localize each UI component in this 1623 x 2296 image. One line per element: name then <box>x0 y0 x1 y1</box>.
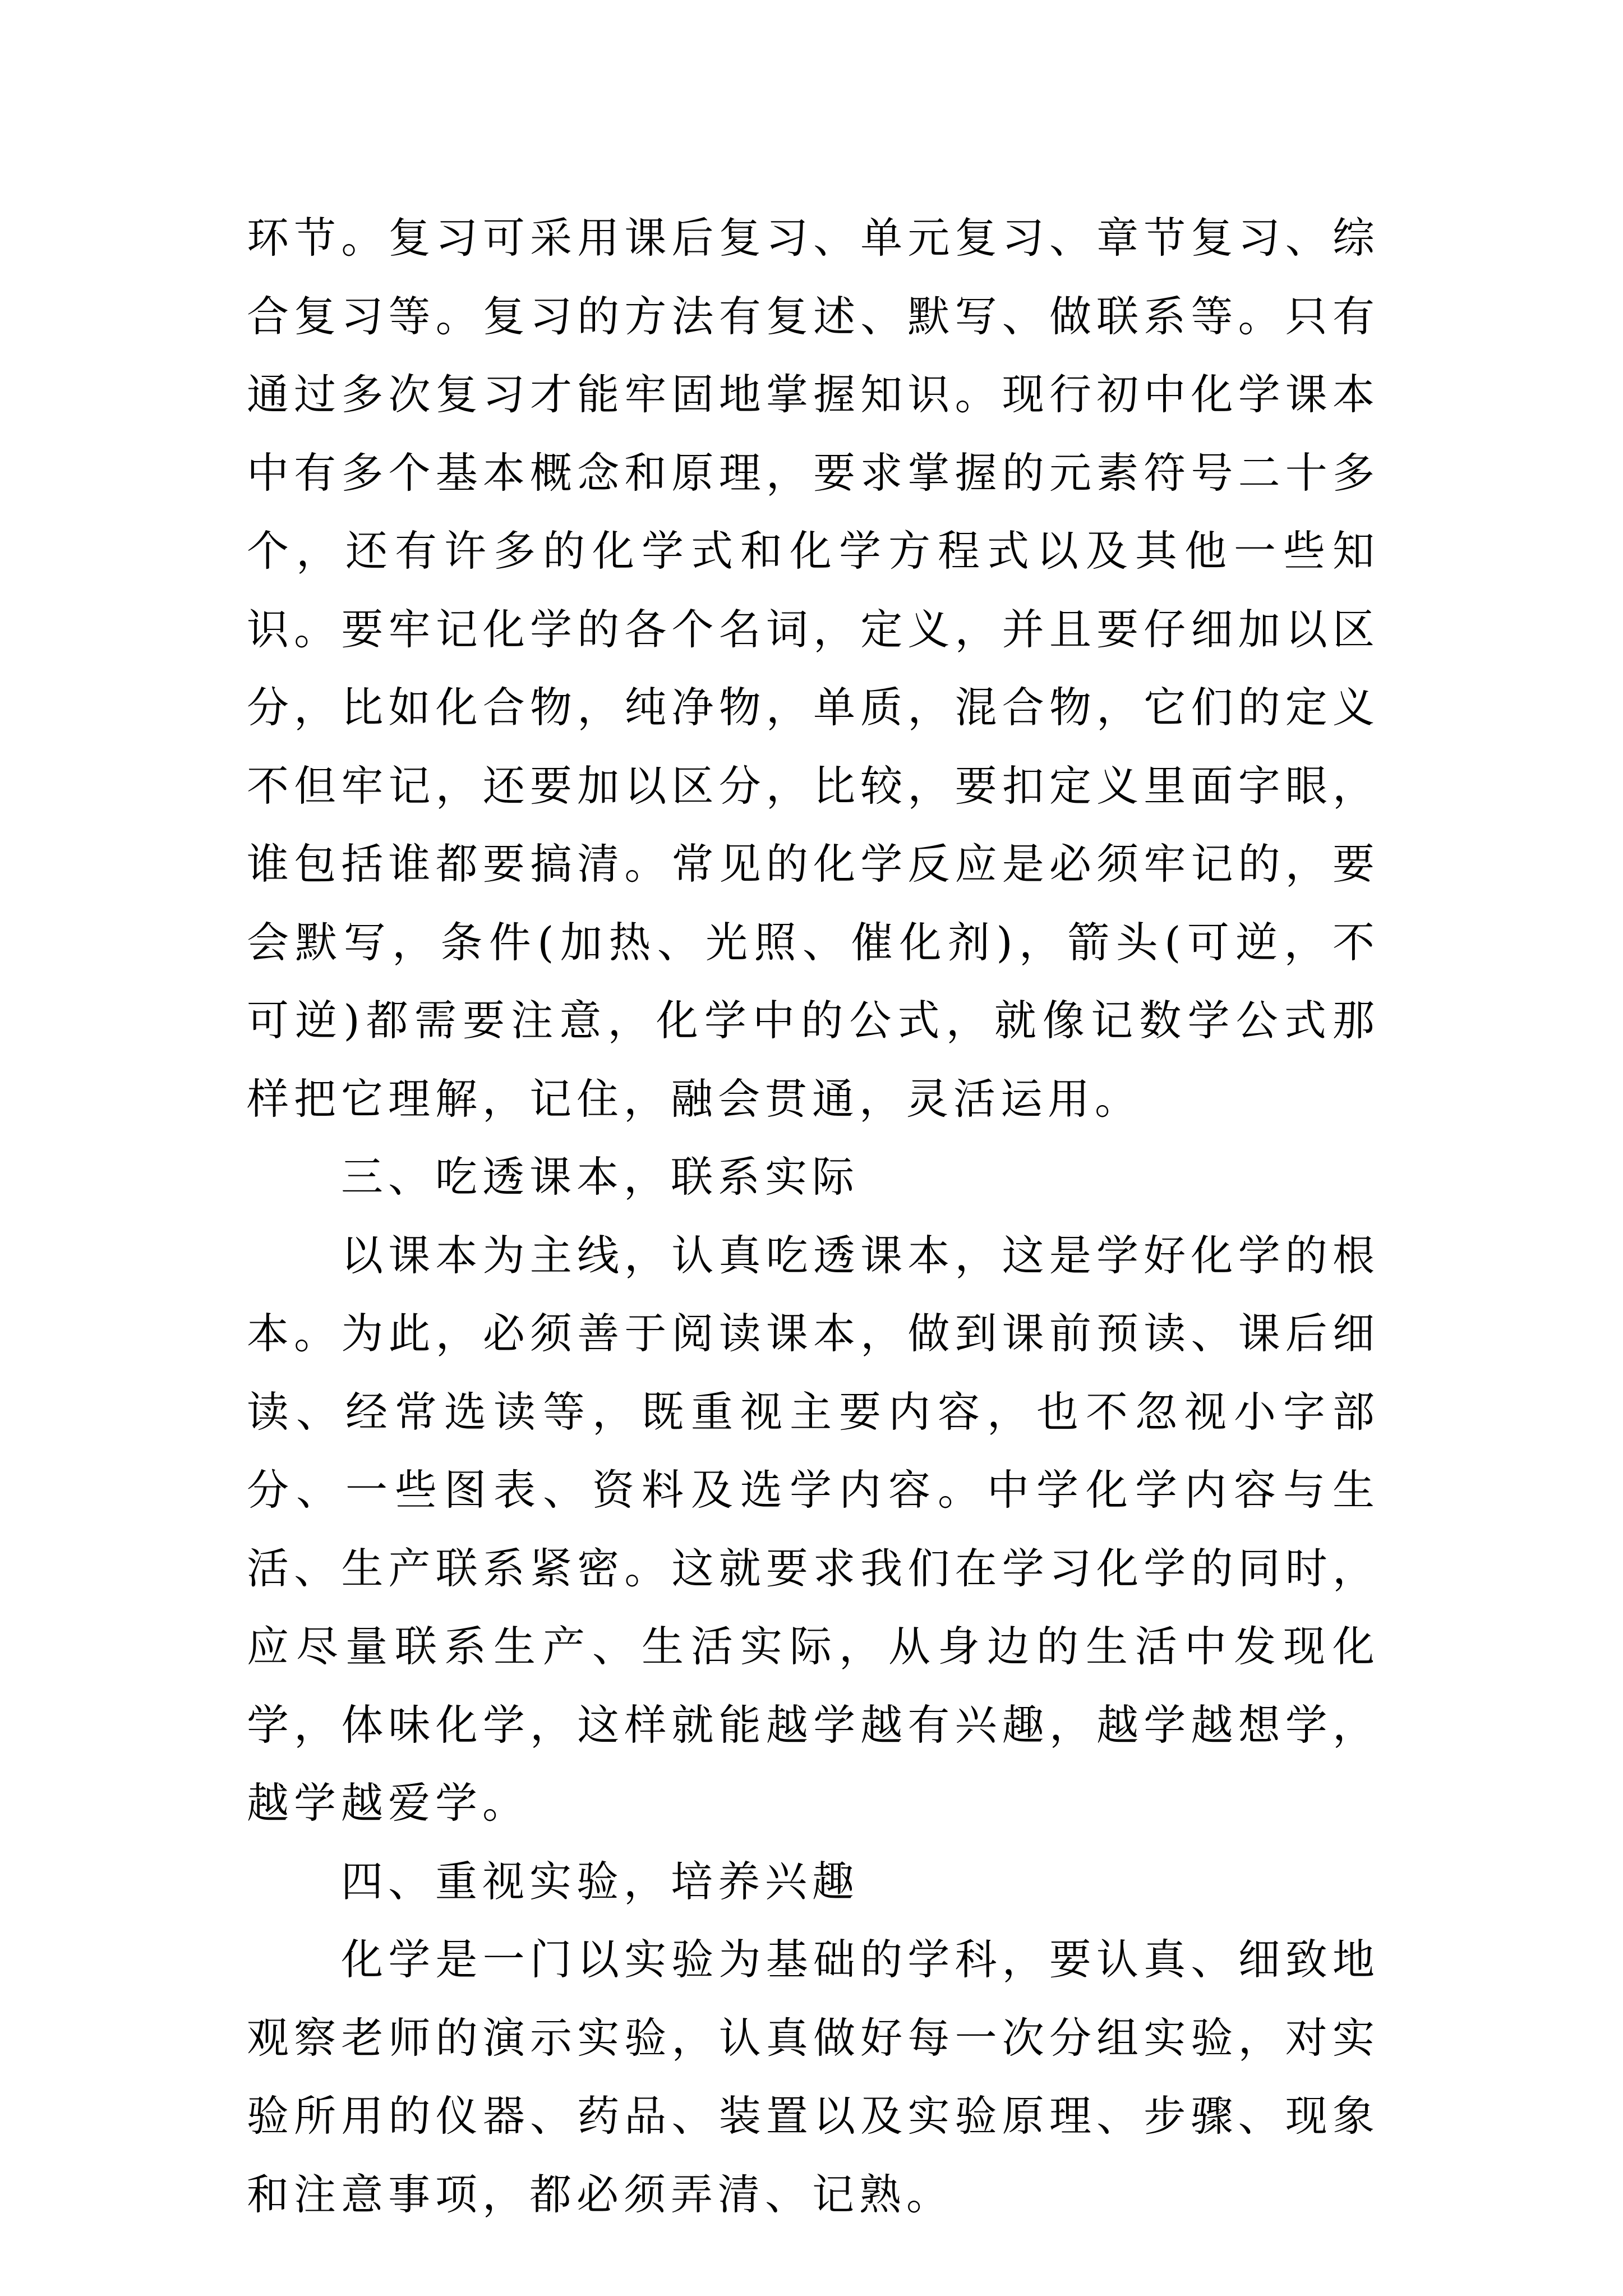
document-body <box>247 199 1380 2234</box>
paragraph-textbook: 以课本为主线，认真吃透课本，这是学好化学的根本。为此，必须善于阅读课本，做到课前预读、课后细读、经常选读等，既重视主要内容，也不忽视小字部分、一些图表、资料及选学内容。中学化学内容与生活、生产联系紧密。这就要求我们在学习化学的同时，应尽量联系生产、生活实际，从身边的生活中发现化学，体味化学，这样就能越学越有兴趣，越学越想学，越学越爱学。 <box>247 1230 1380 1828</box>
paragraph-experiments: 化学是一门以实验为基础的学科，要认真、细致地观察老师的演示实验，认真做好每一次分组实验，对实验所用的仪器、药品、装置以及实验原理、步骤、现象和注意事项，都必须弄清、记熟。 <box>247 1935 1380 2219</box>
section-heading-four: 四、重视实验，培养兴趣 <box>341 1856 860 1906</box>
section-heading-three: 三、吃透课本，联系实际 <box>341 1152 860 1202</box>
paragraph-review-methods: 环节。复习可采用课后复习、单元复习、章节复习、综合复习等。复习的方法有复述、默写、做联系等。只有通过多次复习才能牢固地掌握知识。现行初中化学课本中有多个基本概念和原理，要求掌握的元素符号二十多个，还有许多的化学式和化学方程式以及其他一些知识。要牢记化学的各个名词，定义，并且要仔细加以区分，比如化合物，纯净物，单质，混合物，它们的定义不但牢记，还要加以区分，比较，要扣定义里面字眼，谁包括谁都要搞清。常见的化学反应是必须牢记的，要会默写，条件(加热、光照、催化剂)，箭头(可逆，不可逆)都需要注意，化学中的公式，就像记数学公式那样把它理解，记住，融会贯通，灵活运用。 <box>247 213 1380 1124</box>
